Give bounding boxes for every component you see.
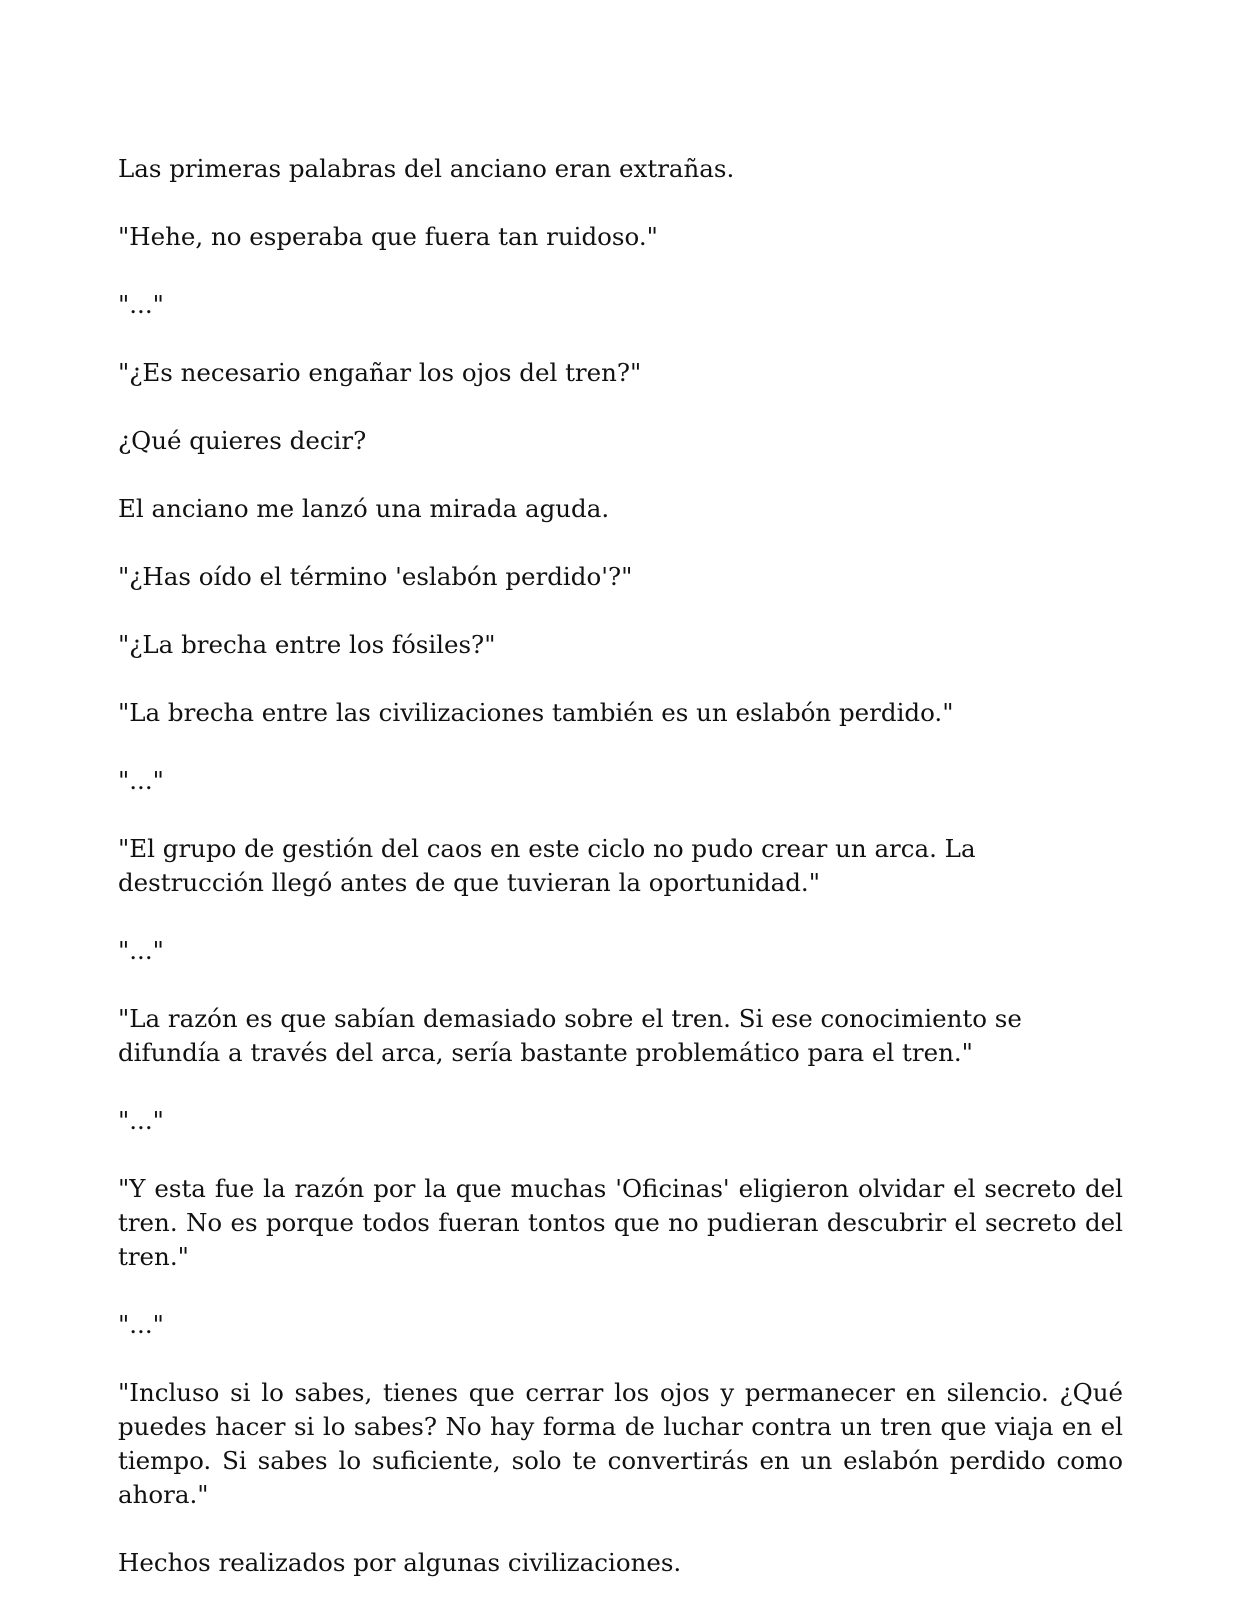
document-body <box>118 152 1123 1614</box>
paragraph: "¿Es necesario engañar los ojos del tren?" <box>118 358 642 387</box>
paragraph: "El grupo de gestión del caos en este ciclo no pudo crear un arca. La destrucción llegó antes de que tuvieran la oportunidad." <box>118 834 976 897</box>
paragraph: "Incluso si lo sabes, tienes que cerrar los ojos y permanecer en silencio. ¿Qué puedes hacer si lo sabes? No hay forma de luchar contra un tren que viaja en el tiempo. Si sabes lo suficiente, solo te convertirás en un eslabón perdido como ahora." <box>118 1378 1123 1509</box>
paragraph: "..." <box>118 1310 164 1339</box>
paragraph: "..." <box>118 1106 164 1135</box>
paragraph: "¿La brecha entre los fósiles?" <box>118 630 496 659</box>
paragraph: "..." <box>118 936 164 965</box>
paragraph: "Y esta fue la razón por la que muchas 'Oficinas' eligieron olvidar el secreto del tren. No es porque todos fueran tontos que no pudieran descubrir el secreto del tren." <box>118 1174 1123 1271</box>
paragraph: ¿Qué quieres decir? <box>118 426 367 455</box>
paragraph: El anciano me lanzó una mirada aguda. <box>118 494 610 523</box>
paragraph: Las primeras palabras del anciano eran extrañas. <box>118 154 735 183</box>
paragraph: Hechos realizados por algunas civilizaciones. <box>118 1548 682 1577</box>
paragraph: "..." <box>118 290 164 319</box>
paragraph: "La razón es que sabían demasiado sobre el tren. Si ese conocimiento se difundía a través del arca, sería bastante problemático para el tren." <box>118 1004 1022 1067</box>
paragraph: "La brecha entre las civilizaciones también es un eslabón perdido." <box>118 698 954 727</box>
paragraph: "¿Has oído el término 'eslabón perdido'?" <box>118 562 633 591</box>
paragraph: "Hehe, no esperaba que fuera tan ruidoso." <box>118 222 658 251</box>
paragraph: "..." <box>118 766 164 795</box>
